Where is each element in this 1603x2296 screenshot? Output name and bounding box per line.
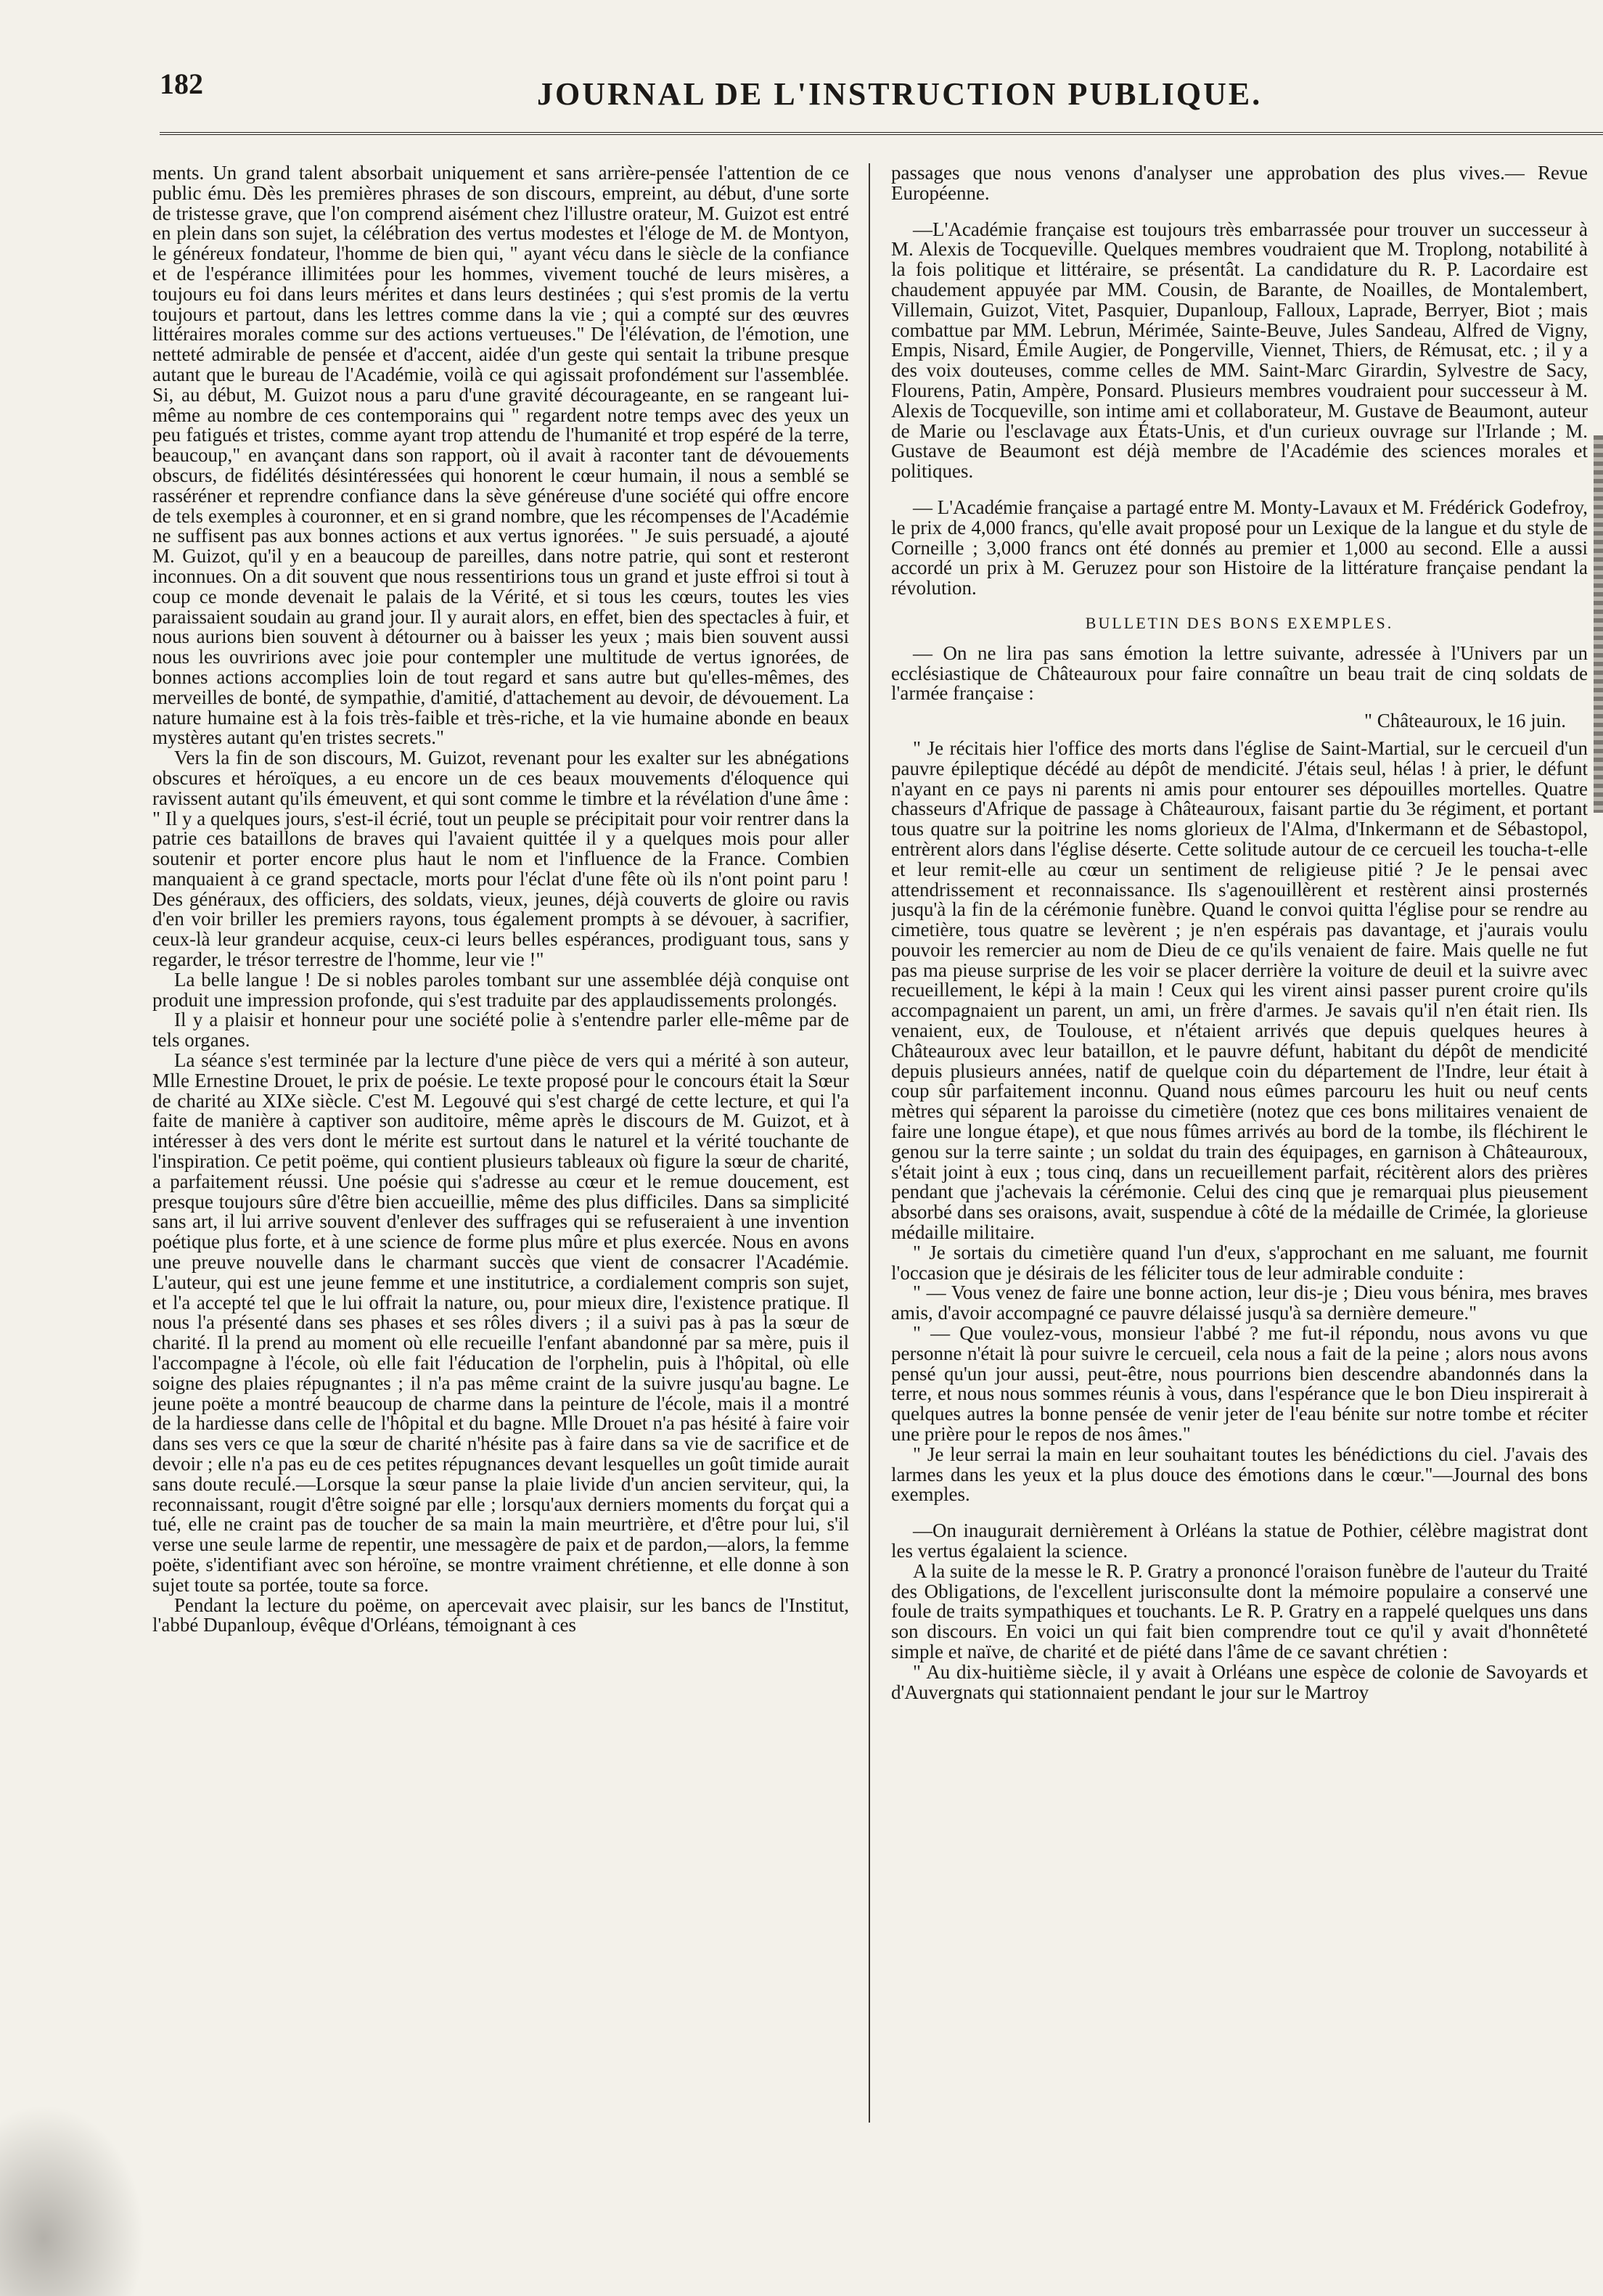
news-item: A la suite de la messe le R. P. Gratry a prononcé l'oraison funèbre de l'auteur du Traité des Obligations, de l'excellent jurisconsulte dont la mémoire populaire a conservé une foule de traits sympathiques et touchants. Le R. P. Gratry en a rappelé quelques uns dans son discours. En voici un qui fait bien comprendre tout ce qu'il y avait d'honnêteté simple et naïve, de charité et de piété dans l'âme de ce savant chrétien : xyxy=(891,1559,1588,1662)
page-edge-mark xyxy=(1594,435,1603,813)
letter-dateline: " Châteauroux, le 16 juin. xyxy=(1364,710,1566,732)
left-column xyxy=(152,163,849,2115)
letter-paragraph: " Je leur serrai la main en leur souhaitant toutes les bénédictions du ciel. J'avais des larmes dans les yeux et la plus douce des émotions dans le cœur."—Journal des bons exemples. xyxy=(891,1443,1588,1506)
section-heading: BULLETIN DES BONS EXEMPLES. xyxy=(1085,613,1394,632)
right-column xyxy=(891,163,1588,2166)
news-item: —On inaugurait dernièrement à Orléans la statue de Pothier, célèbre magistrat dont les vertus égalaient la science. xyxy=(891,1520,1588,1562)
header-rule xyxy=(160,132,1603,135)
letter-paragraph: " — Vous venez de faire une bonne action, leur dis-je ; Dieu vous bénira, mes braves amis, d'avoir accompagné ce pauvre délaissé jusqu'à sa dernière demeure." xyxy=(891,1282,1588,1324)
letter-paragraph: " — Que voulez-vous, monsieur l'abbé ? me fut-il répondu, nous avons vu que personne n'était là pour suivre le cercueil, cela nous a fait de la peine ; alors nous avons pensé qu'un jour aussi, peut-être, nous pourrions bien descendre abandonnés dans la terre, et nous nous sommes réunis à vous, dans l'espérance que le bon Dieu inspirerait à quelques autres la bonne pensée de venir jeter de l'eau bénite sur notre tombe et réciter une prière pour le repos de nos âmes." xyxy=(891,1322,1588,1446)
page-header xyxy=(160,67,1263,125)
journal-title: JOURNAL DE L'INSTRUCTION PUBLIQUE. xyxy=(537,76,1263,112)
news-item: — L'Académie française a partagé entre M. Monty-Lavaux et M. Frédérick Godefroy, le prix de 4,000 francs, qu'elle avait proposé pour un Lexique de la langue et du style de Corneille ; 3,000 francs ont été donnés au premier et 1,000 au second. Elle a aussi accordé un prix à M. Geruzez pour son Histoire de la littérature française pendant la révolution. xyxy=(891,496,1588,599)
page-number: 182 xyxy=(160,67,203,100)
article-paragraph: Vers la fin de son discours, M. Guizot, revenant pour les exalter sur les abnégations obscures et héroïques, a eu encore un de ces beaux mouvements d'éloquence qui ravissent autant qu'ils émeuvent, et qui sont comme le timbre et la révélation d'une âme : " Il y a quelques jours, s'est-il écrié, tout un peuple se précipitait pour voir rentrer dans la patrie ces bataillons de braves qui l'avaient quittée il y a quelques mois pour aller soutenir et porter encore plus haut le nom et l'influence de la France. Combien manquaient à ce grand spectacle, morts pour l'éclat d'une fête où ils n'ont point paru ! Des généraux, des officiers, des soldats, vieux, jeunes, déjà couverts de gloire ou ravis d'en voir briller les premiers rayons, tous également prompts à se dévouer, à sacrifier, ceux-là leur grandeur acquise, ceux-ci leurs belles espérances, prodiguant tous, sans y regarder, le trésor terrestre de l'homme, leur vie !" xyxy=(152,747,849,971)
article-paragraph: passages que nous venons d'analyser une approbation des plus vives.— Revue Européenne. xyxy=(891,163,1588,204)
news-item: —L'Académie française est toujours très embarrassée pour trouver un successeur à M. Alexis de Tocqueville. Quelques membres voudraient que M. Troplong, notabilité à la fois politique et littéraire, se présentât. La candidature du R. P. Lacordaire est chaudement appuyée par MM. Cousin, de Barante, de Noailles, de Montalembert, Villemain, Guizot, Vitet, Pasquier, Dupanloup, Falloux, Laprade, Berryer, Biot ; mais combattue par MM. Lebrun, Mérimée, Sainte-Beuve, Jules Sandeau, Alfred de Vigny, Empis, Nisard, Émile Augier, de Pongerville, Viennet, Thiers, de Rémusat, etc. ; il y a des voix douteuses, comme celles de MM. Saint-Marc Girardin, Sylvestre de Sacy, Flourens, Patin, Ampère, Ponsard. Plusieurs membres voudraient pour successeur à M. Alexis de Tocqueville, son intime ami et collaborateur, M. Gustave de Beaumont, auteur de Marie ou l'esclavage aux États-Unis, et d'un curieux ouvrage sur l'Irlande ; M. Gustave de Beaumont est déjà membre de l'Académie des sciences morales et politiques. xyxy=(891,218,1588,483)
article-paragraph: La séance s'est terminée par la lecture d'une pièce de vers qui a mérité à son auteur, Mlle Ernestine Drouet, le prix de poésie. Le texte proposé pour le concours était la Sœur de charité au XIXe siècle. C'est M. Legouvé qui s'est chargé de cette lecture, et qui l'a faite de manière à captiver son auditoire, même après le discours de M. Guizot, et à intéresser à des vers dont le mérite est surtout dans le naturel et la vérité touchante de l'inspiration. Ce petit poëme, qui contient plusieurs tableaux où figure la sœur de charité, a parfaitement réussi. Une poésie qui s'adresse au cœur et le remue doucement, est presque toujours sûre d'être bien accueillie, même des plus difficiles. Dans sa simplicité sans art, il lui arrive souvent d'enlever des suffrages qui se refuseraient à une invention poétique plus forte, et à une science de forme plus mûre et plus exercée. Nous en avons une preuve nouvelle dans le charmant succès que vient de consacrer l'Académie. L'auteur, qui est une jeune femme et une institutrice, a cordialement compris son sujet, et l'a accepté tel que le lui offrait la nature, ou, pour mieux dire, l'existence pratique. Il nous l'a présenté dans ses phases et ses rôles divers ; il a suivi pas à pas la sœur de charité. Il la prend au moment où elle recueille l'enfant abandonné par sa mère, puis il l'accompagne à l'école, où elle fait l'éducation de l'orphelin, puis à l'hôpital, où elle soigne des plaies répugnantes ; il n'a pas même craint de la suivre jusqu'au bagne. Le jeune poëte a montré beaucoup de charme dans la peinture de l'école, mais il a montré de la hardiesse dans celle de l'hôpital et du bagne. Mlle Drouet n'a pas hésité à faire voir dans ses vers ce que la sœur de charité n'hésite pas à faire dans sa vie de sacrifice et de devoir ; elle n'a pas eu de ces petites répugnances devant lesquelles un goût timide aurait sans doute reculé.—Lorsque la sœur panse la plaie livide d'un ancien serviteur, qui, la reconnaissant, rougit d'être soigné par elle ; lorsqu'aux derniers moments du forçat qui a tué, elle ne craint pas de toucher de sa main la main meurtrière, et d'être pour lui, s'il verse une seule larme de repentir, une messagère de paix et de pardon,—alors, la femme poëte, s'identifiant avec son héroïne, se montre vraiment chrétienne, et elle donne à son sujet toute sa portée, toute sa force. xyxy=(152,1049,849,1596)
page-smudge xyxy=(0,2104,145,2296)
column-divider xyxy=(869,163,870,2123)
letter-paragraph: " Je récitais hier l'office des morts dans l'église de Saint-Martial, sur le cercueil d'un pauvre épileptique décédé au dépôt de mendicité. J'étais seul, hélas ! à prier, le défunt n'ayant en ce pays ni parents ni amis pour entourer ses dépouilles mortelles. Quatre chasseurs d'Afrique de passage à Châteauroux, faisant partie du 3e régiment, et portant tous quatre sur la poitrine les noms glorieux de l'Alma, d'Inkermann et de Sébastopol, entrèrent alors dans l'église déserte. Cette solitude autour de ce cercueil les toucha-t-elle et leur remit-elle au cœur un sentiment de religieuse pitié ? Je le pensai avec attendrissement et reconnaissance. Ils s'agenouillèrent et restèrent ainsi prosternés jusqu'à la fin de la cérémonie funèbre. Quand le convoi quitta l'église pour se rendre au cimetière, tous quatre se levèrent ; je n'en espérais pas davantage, et j'aurais voulu pouvoir les remercier au nom de Dieu de ce qu'ils venaient de faire. Mais quelle ne fut pas ma pieuse surprise de les voir se placer derrière la voiture de deuil et la suivre avec recueillement, le képi à la main ! Ceux qui les virent ainsi passer purent croire qu'ils accompagnaient un parent, un ami, un frère d'armes. Je savais qu'il n'en était rien. Ils venaient, eux, de Toulouse, et n'étaient arrivés que depuis quelques heures à Châteauroux avec leur bataillon, et le pauvre défunt, habitant du dépôt de mendicité depuis plusieurs années, natif de quelque coin du département de l'Indre, leur était à coup sûr parfaitement inconnu. Quand nous eûmes parcouru les huit ou neuf cents mètres qui séparent la paroisse du cimetière (notez que ces bons militaires venaient de faire une longue étape), et que nous fûmes arrivés au bord de la tombe, ils fléchirent le genou sur la terre sainte ; un soldat du train des équipages, en garnison à Châteauroux, s'était joint à eux ; tous cinq, dans un recueillement parfait, récitèrent alors des prières pendant que j'achevais la cérémonie. Celui des cinq que je remarquai plus pieusement absorbé dans ses oraisons, avait, suspendue à côté de la médaille de Crimée, la glorieuse médaille militaire. xyxy=(891,737,1588,1244)
news-item: — On ne lira pas sans émotion la lettre suivante, adressée à l'Univers par un ecclésiastique de Châteauroux pour faire connaître un beau trait de cinq soldats de l'armée française : xyxy=(891,641,1588,705)
article-paragraph: ments. Un grand talent absorbait uniquement et sans arrière-pensée l'attention de ce public ému. Dès les premières phrases de son discours, empreint, au début, d'une sorte de tristesse grave, que l'on comprend aisément chez l'illustre orateur, M. Guizot est entré en plein dans son sujet, la célébration des vertus modestes et l'éloge de M. de Montyon, le généreux fondateur, l'homme de bien qui, " ayant vécu dans le siècle de la confiance et de l'espérance illimitées pour les hommes, vivement touché de leurs misères, a toujours eu foi dans leurs mérites et dans leurs destinées ; qui s'est promis de la vertu toujours et partout, dans les lettres comme dans la vie ; qui a compté sur des œuvres littéraires morales comme sur des actions vertueuses." De l'élévation, de l'émotion, une netteté admirable de pensée et d'accent, aidée d'un geste qui sentait la tribune presque autant que le bureau de l'Académie, voilà ce qui agissait profondément sur l'assemblée. Si, au début, M. Guizot nous a paru d'une gravité décourageante, en se rangeant lui-même au nombre de ces contemporains qui " regardent notre temps avec des yeux un peu fatigués et tristes, comme ayant trop attendu de l'humanité et trop espéré de la terre, beaucoup," en avançant dans son rapport, où il avait à raconter tant de dévouements obscurs, de fidélités désintéressées qui honorent le cœur humain, il nous a semblé se rasséréner et reprendre confiance dans la sève généreuse d'une société qui offre encore de tels exemples à couronner, et en si grand nombre, que les récompenses de l'Académie ne suffisent pas aux bonnes actions et aux vertus ignorées. " Je suis persuadé, a ajouté M. Guizot, qu'il y en a beaucoup de pareilles, dans notre patrie, qui sont et resteront inconnues. On a dit souvent que nous ressentirions tous un grand et juste effroi si tout à coup ce monde devenait le palais de la Vérité, et si tous les cœurs, toutes les vies paraissaient soudain au grand jour. Il y aurait alors, en effet, bien des spectacles à fuir, et nous aurions bien souvent à détourner ou à baisser les yeux ; mais bien souvent aussi nous les ouvririons avec joie pour contempler une multitude de vertus ignorées, de bonnes actions accomplies loin de tout regard et sans autre but qu'elles-mêmes, des merveilles de bonté, de sympathie, d'amitié, d'attachement au devoir, de dévouement. La nature humaine est à la fois très-faible et très-riche, et la vie humaine abonde en beaux mystères autant qu'en tristes secrets." xyxy=(152,163,849,749)
article-paragraph: La belle langue ! De si nobles paroles tombant sur une assemblée déjà conquise ont produit une impression profonde, qui s'est traduite par des applaudissements prolongés. xyxy=(152,968,849,1011)
article-paragraph: Il y a plaisir et honneur pour une société polie à s'entendre parler elle-même par de tels organes. xyxy=(152,1009,849,1051)
article-paragraph: Pendant la lecture du poëme, on apercevait avec plaisir, sur les bancs de l'Institut, l'abbé Dupanloup, évêque d'Orléans, témoignant à ces xyxy=(152,1594,849,1636)
news-item: " Au dix-huitième siècle, il y avait à Orléans une espèce de colonie de Savoyards et d'Auvergnats qui stationnaient pendant le jour sur le Martroy xyxy=(891,1660,1588,1703)
letter-paragraph: " Je sortais du cimetière quand l'un d'eux, s'approchant en me saluant, me fournit l'occasion que je désirais de les féliciter tous de leur admirable conduite : xyxy=(891,1241,1588,1284)
